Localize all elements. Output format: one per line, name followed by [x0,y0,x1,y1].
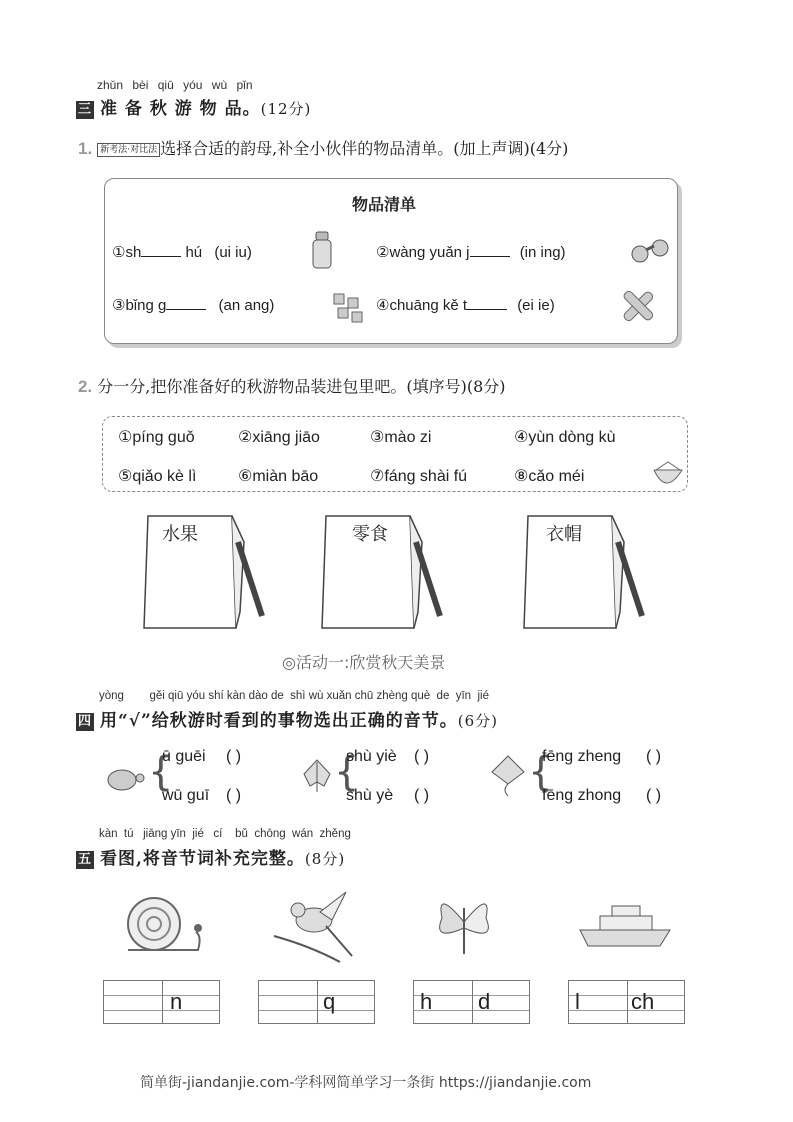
section3-number: 三 [77,101,92,117]
kettle-icon [307,230,337,270]
section4-pinyin: yòng gěi qiū yóu shí kàn dào de shì wù xuǎn chū zhèng què de yīn jié [99,690,489,702]
option-row: ū guēi [162,748,206,765]
section5-pinyin: kàn tú jiāng yīn jié cí bǔ chōng wán zhěng [99,828,351,840]
q2-item: ⑤qiǎo kè lì [118,468,197,485]
q2-item: ④yùn dòng kù [514,429,616,446]
ship-icon [576,900,674,950]
choice-paren[interactable]: ( ) [226,748,242,765]
writing-grid[interactable]: n [103,980,220,1024]
section3-title: 准 备 秋 游 物 品。 [100,99,261,119]
activity-label: ◎活动一:欣赏秋天美景 [282,653,446,672]
q2-item: ⑦fáng shài fú [370,468,468,485]
bird-icon [270,886,356,964]
binoculars-icon [630,234,670,270]
choice-paren[interactable]: ( ) [414,787,430,804]
q2-item: ②xiāng jiāo [238,429,320,446]
snack-bag-label: 零食 [352,524,388,545]
leaf-icon [300,758,334,794]
option-row: shù yiè [346,748,397,765]
clothes-bag-label: 衣帽 [546,524,582,545]
q1-text: 选择合适的韵母,补全小伙伴的物品清单。(加上声调)(4分) [160,139,569,158]
section4-title: 用“√”给秋游时看到的事物选出正确的音节。 [100,711,458,731]
writing-grid[interactable]: q [258,980,375,1024]
writing-grid[interactable]: l ch [568,980,685,1024]
q2-item: ③mào zi [370,429,432,446]
q2-number: 2. [78,377,93,396]
choice-paren[interactable]: ( ) [226,787,242,804]
section3-pinyin: zhǔn bèi qiū yóu wù pǐn [97,78,253,92]
section5-number: 五 [77,851,92,867]
section3-score: (12分) [260,100,312,118]
fruit-bag [140,512,270,632]
clothes-bag [520,512,650,632]
choice-paren[interactable]: ( ) [646,787,662,804]
q1-tag: 新考法·对比法 [97,143,160,157]
q1-item-4: ④chuāng kě t (ei ie) [376,297,555,314]
q2-item: ⑧cǎo méi [514,468,585,485]
brace: { [148,749,174,795]
section3-heading [76,94,311,119]
cookies-icon [330,290,366,326]
option-row: shù yè [346,787,394,804]
section5-title: 看图,将音节词补充完整。 [100,849,305,869]
q2-item: ①píng guǒ [118,429,195,446]
butterfly-icon [432,888,496,958]
snail-icon [118,892,208,958]
option-row: wū guī [162,787,210,804]
choice-paren[interactable]: ( ) [646,748,662,765]
footer-text: 简单街-jiandanjie.com-学科网简单学习一条街 https://jiandanjie.com [140,1075,592,1091]
section5-heading [76,844,345,869]
section5-score: (8分) [304,850,346,868]
item-list-title: 物品清单 [352,195,417,214]
choice-paren[interactable]: ( ) [414,748,430,765]
q1-item-3: ③bǐng g (an ang) [112,297,275,314]
fruit-bag-label: 水果 [162,524,198,545]
q1-item-1: ①sh hú (ui iu) [112,244,252,261]
answer-blank[interactable] [467,296,507,310]
bandage-icon [620,288,656,324]
q1-heading [78,136,568,159]
answer-blank[interactable] [141,243,181,257]
q1-item-2: ②wàng yuǎn j (in ing) [376,244,566,261]
answer-blank[interactable] [470,243,510,257]
strawberry-icon [646,456,692,496]
writing-grid[interactable]: h d [413,980,530,1024]
option-row: fēng zheng [542,748,622,765]
kite-icon [488,754,528,798]
option-row: fēng zhong [542,787,622,804]
section4-score: (6分) [457,712,498,730]
q1-number: 1. [78,139,93,158]
q2-heading [78,374,506,397]
brace: { [528,749,554,795]
section4-heading [76,706,498,731]
q2-text: 分一分,把你准备好的秋游物品装进包里吧。(填序号)(8分) [97,377,506,396]
turtle-icon [102,764,146,794]
section4-number: 四 [77,713,92,729]
brace: { [334,749,360,795]
answer-blank[interactable] [166,296,206,310]
q2-item: ⑥miàn bāo [238,468,319,485]
